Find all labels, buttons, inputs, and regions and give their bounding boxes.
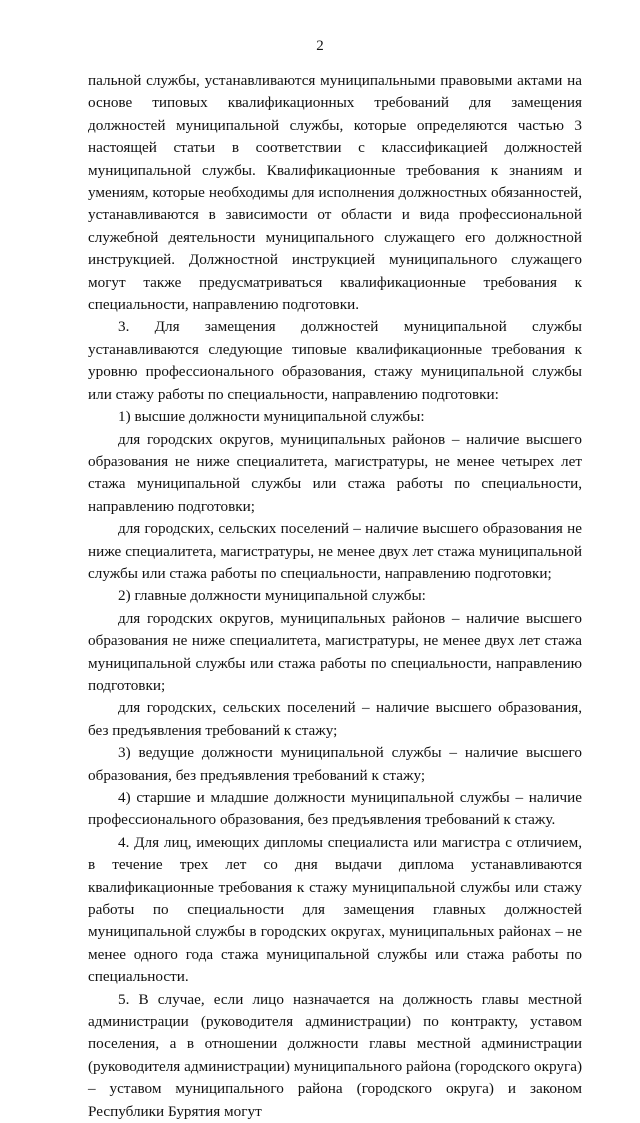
paragraph-item-1-districts: для городских округов, муниципальных районов – наличие высшего образования не ниже специалитета, магистратуры, не менее четырех лет стажа муниципальной службы или стажа работы по специальности, направлению подготовки;: [88, 430, 582, 515]
paragraph-continuation: пальной службы, устанавливаются муниципальными правовыми актами на основе типовых квалификационных требований для замещения должностей муниципальной службы, которые определяются частью 3 настоящей статьи в соответствии с классификацией должностей муниципальной службы. Квалификационные требования к знаниям и умениям, которые необходимы для исполнения должностных обязанностей, устанавливаются в зависимости от области и вида профессиональной служебной деятельности муниципального служащего его должностной инструкцией. Должностной инструкцией муниципального служащего могут также предусматриваться квалификационные требования к специальности, направлению подготовки.: [88, 72, 582, 314]
paragraph-item-2-settlements: для городских, сельских поселений – наличие высшего образования, без предъявления требований к стажу;: [88, 699, 582, 739]
paragraph-item-1: 1) высшие должности муниципальной службы:: [118, 408, 425, 426]
page-number: 2: [316, 38, 324, 54]
paragraph-clause-3: 3. Для замещения должностей муниципальной службы устанавливаются следующие типовые квалификационные требования к уровню профессионального образования, стажу муниципальной службы или стажу работы по специальности, направлению подготовки:: [88, 318, 582, 403]
document-body: [88, 70, 582, 1123]
paragraph-item-2: 2) главные должности муниципальной службы:: [118, 587, 426, 605]
paragraph-item-2-districts: для городских округов, муниципальных районов – наличие высшего образования не ниже специалитета, магистратуры, не менее двух лет стажа муниципальной службы или стажа работы по специальности, направлению подготовки;: [88, 609, 582, 694]
paragraph-item-4: 4) старшие и младшие должности муниципальной службы – наличие профессионального образования, без предъявления требований к стажу.: [88, 789, 582, 829]
paragraph-item-1-settlements: для городских, сельских поселений – наличие высшего образования не ниже специалитета, магистратуры, не менее двух лет стажа муниципальной службы или стажа работы по специальности, направлению подготовки;: [88, 520, 582, 582]
paragraph-clause-5: 5. В случае, если лицо назначается на должность главы местной администрации (руководителя администрации) по контракту, уставом поселения, а в отношении должности главы местной администрации (руководителя администрации) муниципального района (городского округа) – уставом муниципального района (городского округа) и законом Республики Бурятия могут: [88, 990, 582, 1120]
paragraph-item-3: 3) ведущие должности муниципальной службы – наличие высшего образования, без предъявления требований к стажу;: [88, 744, 582, 784]
paragraph-clause-4: 4. Для лиц, имеющих дипломы специалиста или магистра с отличием, в течение трех лет со дня выдачи диплома устанавливаются квалификационные требования к стажу муниципальной службы или стажу работы по специальности для замещения главных должностей муниципальной службы в городских округах, муниципальных районах – не менее одного года стажа муниципальной службы или стажа работы по специальности.: [88, 833, 582, 986]
